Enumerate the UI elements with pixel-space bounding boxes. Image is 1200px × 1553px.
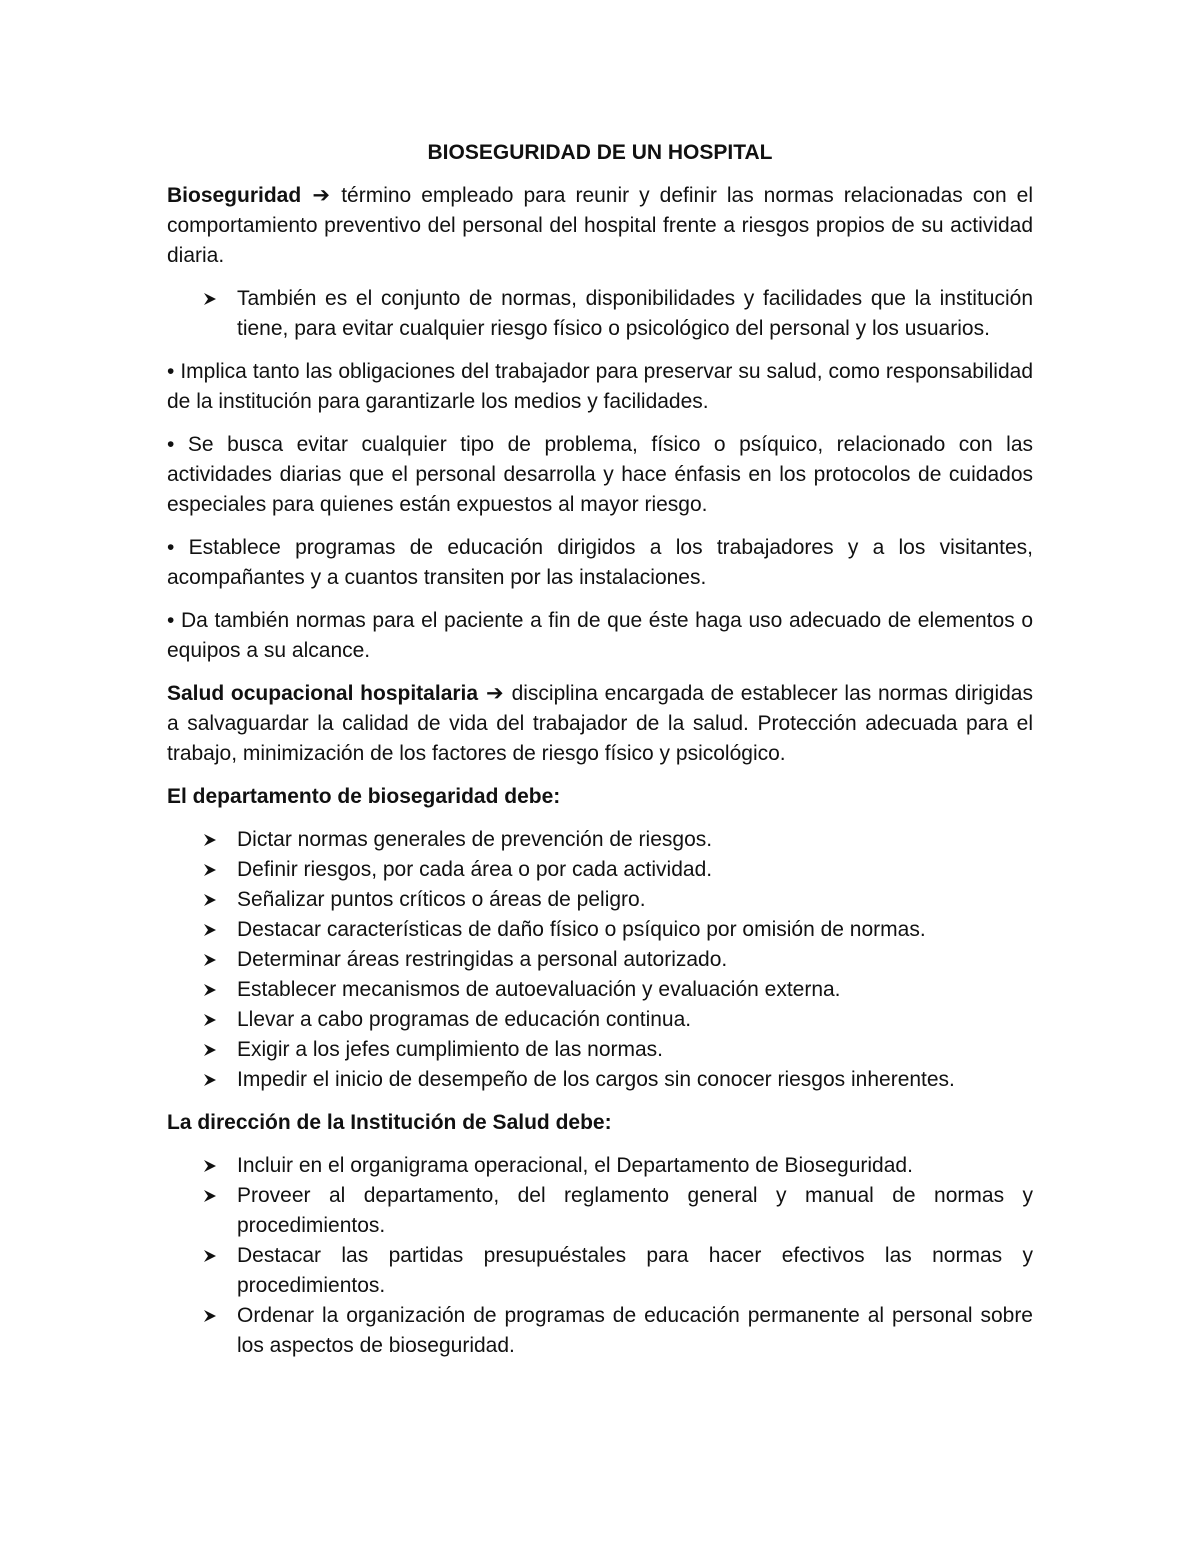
right-arrow-icon: ➔ [312,184,330,207]
bullet-paragraph: • Se busca evitar cualquier tipo de problema, físico o psíquico, relacionado con las actividades diarias que el personal desarrolla y hace énfasis en los protocolos de cuidados especiales para quienes están expuestos al mayor riesgo. [167,433,1033,516]
list-item-text: Destacar características de daño físico o psíquico por omisión de normas. [237,918,926,941]
list-item [167,825,1033,855]
definition-sublist [167,284,1033,344]
bullet-paragraph: • Implica tanto las obligaciones del trabajador para preservar su salud, como responsabilidad de la institución para garantizarle los medios y facilidades. [167,360,1033,413]
salud-ocupacional-definition [167,679,1033,769]
list-item-text: También es el conjunto de normas, disponibilidades y facilidades que la institución tiene, para evitar cualquier riesgo físico o psicológico del personal y los usuarios. [237,287,1033,340]
list-item-text: Determinar áreas restringidas a personal autorizado. [237,948,728,971]
list-item [167,885,1033,915]
term-bioseguridad: Bioseguridad [167,184,302,207]
chevron-right-icon [203,915,227,937]
chevron-right-icon [203,885,227,907]
right-arrow-icon: ➔ [486,682,504,705]
chevron-right-icon [203,1065,227,1087]
list-item-text: Dictar normas generales de prevención de riesgos. [237,828,713,851]
list-item-text: Señalizar puntos críticos o áreas de peligro. [237,888,646,911]
list-item-text: Proveer al departamento, del reglamento general y manual de normas y procedimientos. [237,1184,1033,1237]
chevron-right-icon [203,1151,227,1173]
list-item-text: Ordenar la organización de programas de educación permanente al personal sobre los aspectos de bioseguridad. [237,1304,1033,1357]
chevron-right-icon [203,945,227,967]
list-item [167,975,1033,1005]
list-item [167,284,1033,344]
term-salud-ocupacional: Salud ocupacional hospitalaria [167,682,479,705]
list-item-text: Destacar las partidas presupuéstales para hacer efectivos las normas y procedimientos. [237,1244,1033,1297]
list-item [167,1301,1033,1361]
list-item-text: Definir riesgos, por cada área o por cada actividad. [237,858,713,881]
list-item [167,1181,1033,1241]
chevron-right-icon [203,1005,227,1027]
page-title: BIOSEGURIDAD DE UN HOSPITAL [427,141,773,164]
chevron-right-icon [203,1301,227,1323]
list-item [167,1005,1033,1035]
chevron-right-icon [203,855,227,877]
list-item [167,1035,1033,1065]
list-item [167,1151,1033,1181]
list-item-text: Impedir el inicio de desempeño de los cargos sin conocer riesgos inherentes. [237,1068,955,1091]
section-heading-departamento: El departamento de biosegaridad debe: [167,785,561,808]
chevron-right-icon [203,1181,227,1203]
bullet-paragraph: • Da también normas para el paciente a fin de que éste haga uso adecuado de elementos o equipos a su alcance. [167,609,1033,662]
list-item [167,1241,1033,1301]
chevron-right-icon [203,825,227,847]
list-item-text: Llevar a cabo programas de educación continua. [237,1008,692,1031]
chevron-right-icon [203,975,227,997]
chevron-right-icon [203,1035,227,1057]
document-page [167,138,1033,1374]
direccion-list [167,1151,1033,1361]
list-item-text: Exigir a los jefes cumplimiento de las normas. [237,1038,664,1061]
list-item-text: Establecer mecanismos de autoevaluación y evaluación externa. [237,978,841,1001]
section-heading-direccion: La dirección de la Institución de Salud debe: [167,1111,612,1134]
bioseguridad-text: término empleado para reunir y definir las normas relacionadas con el comportamiento preventivo del personal del hospital frente a riesgos propios de su actividad diaria. [167,184,1033,267]
list-item [167,945,1033,975]
list-item [167,855,1033,885]
bioseguridad-definition [167,181,1033,271]
list-item [167,1065,1033,1095]
list-item [167,915,1033,945]
departamento-list [167,825,1033,1095]
salud-ocupacional-text: disciplina encargada de establecer las normas dirigidas a salvaguardar la calidad de vida del trabajador de la salud. Protección adecuada para el trabajo, minimización de los factores de riesgo físico y psicológico. [167,682,1033,765]
chevron-right-icon [203,1241,227,1263]
list-item-text: Incluir en el organigrama operacional, el Departamento de Bioseguridad. [237,1154,913,1177]
chevron-right-icon [203,284,227,306]
bullet-paragraph: • Establece programas de educación dirigidos a los trabajadores y a los visitantes, acompañantes y a cuantos transiten por las instalaciones. [167,536,1033,589]
